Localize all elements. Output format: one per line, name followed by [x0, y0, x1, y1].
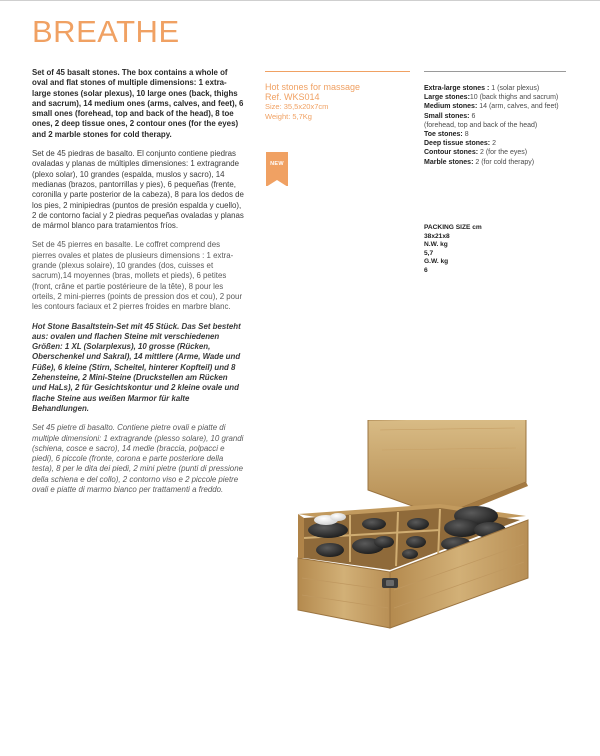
description-italian: Set 45 pietre di basalto. Contiene pietre ovali e piatte di multiple dimensioni: 1 extragrande (plesso solare), 10 grandi (schiena, cosce e sacro), 14 medie (braccia, polpacci e piedi), 6 piccole (fronte, corona e parte posteriore della testa), 8 per le dita dei piedi, 2 mini pietre (punti di pressione della schiena e del collo), 2 contorno viso e 2 piccole pietre ovali e piatte di marmo bianco per trattamenti a freddo. [32, 423, 244, 494]
description-spanish: Set de 45 piedras de basalto. El conjunto contiene piedras ovaladas y planas de múltiples dimensiones: 1 extragrande (plexo solar), 10 grandes (espalda, muslos y sacro), 14 medianas (brazos, pantorrillas y pies), 6 pequeñas (frente, coronilla y parte posterior de la cabeza), 8 para los dedos de los pies, 2 minipiedras (puntos de presión espalda y cuello), 2 de contorno facial y 2 piedras pequeñas ovaladas y planas de mármol blanco para tratamientos fríos. [32, 149, 244, 231]
page-title: BREATHE [32, 14, 180, 49]
spec-row: (forehead, top and back of the head) [424, 121, 538, 129]
description-french: Set de 45 pierres en basalte. Le coffret comprend des pierres ovales et plates de plusieurs dimensions : 1 extra-grande (plexus solaire), 10 grandes (dos, cuisses et sacrum),14 moyennes (bras, mollets et pieds), 6 petites (front, crâne et partie postérieure de la tête), 8 pour les orteils, 2 mini-pierres (points de pression dos et cou), 2 pour les contours faciaux et 2 pierres froides en marbre blanc. [32, 240, 243, 312]
new-badge [266, 152, 288, 186]
product-name: Hot stones for massage [265, 82, 361, 92]
description-german: Hot Stone Basaltstein-Set mit 45 Stück. Das Set besteht aus: ovalen und flachen Steine mit verschiedenen Größen: 1 XL (Solarplexus), 10 grosse (Rücken, Oberschenkel und Sakral), 14 mittlere (Arme, Wade und Füße), 6 kleine (Stirn, Scheitel, hinterer Kopfteil) und 8 Zehensteine, 2 Mini-Steine (Druckstellen am Rücken und HaLs), 2 für Gesichtskontur und 2 kleine ovale und flache Steine aus weißen Marmor für kalte Behandlungen. [32, 321, 241, 413]
description-english: Set of 45 basalt stones. The box contains a whole of oval and flat stones of multiple dimensions: 1 extra-large stones (solar plexus), 10 large ones (back, thighs and sacrum), 14 medium ones (arms, calves, and feet), 6 small ones (forehead, top and back of the head), 8 toe ones, 2 deep tissue ones, 2 contour ones (for the eyes) and 2 marble stones for cold therapy. [32, 68, 244, 139]
new-badge-label: NEW [270, 161, 284, 167]
product-image [290, 420, 570, 635]
spec-row: Small stones: 6 [424, 112, 476, 120]
gross-weight: 6 [424, 266, 428, 274]
spec-row: Extra-large stones : 1 (solar plexus) [424, 85, 540, 92]
spec-row: Contour stones: 2 (for the eyes) [424, 149, 528, 157]
box-front [298, 558, 390, 628]
product-weight: Weight: 5,7Kg [265, 111, 312, 121]
specs-divider [424, 71, 566, 72]
spec-row: Toe stones: 8 [424, 131, 469, 139]
description-column [32, 68, 244, 504]
spec-row: Medium stones: 14 (arm, calves, and feet) [424, 103, 559, 111]
packing-title: PACKING SIZE cm [424, 224, 482, 231]
product-divider [265, 71, 410, 72]
spec-row: Marble stones: 2 (for cold therapy) [424, 158, 535, 166]
product-ref: Ref. WKS014 [265, 91, 320, 102]
product-size: Size: 35,5x20x7cm [265, 102, 329, 111]
spec-row: Large stones:10 (back thighs and sacrum) [424, 94, 559, 102]
packing-size: 38x21x8 [424, 232, 450, 240]
product-info [265, 83, 410, 121]
net-weight: 5,7 [424, 249, 434, 257]
net-weight-label: N.W. kg [424, 241, 448, 249]
spec-row: Deep tissue stones: 2 [424, 140, 496, 148]
top-divider [0, 0, 600, 1]
packing-info [424, 224, 482, 276]
stone-specs [424, 84, 584, 167]
gross-weight-label: G.W. kg [424, 258, 449, 266]
